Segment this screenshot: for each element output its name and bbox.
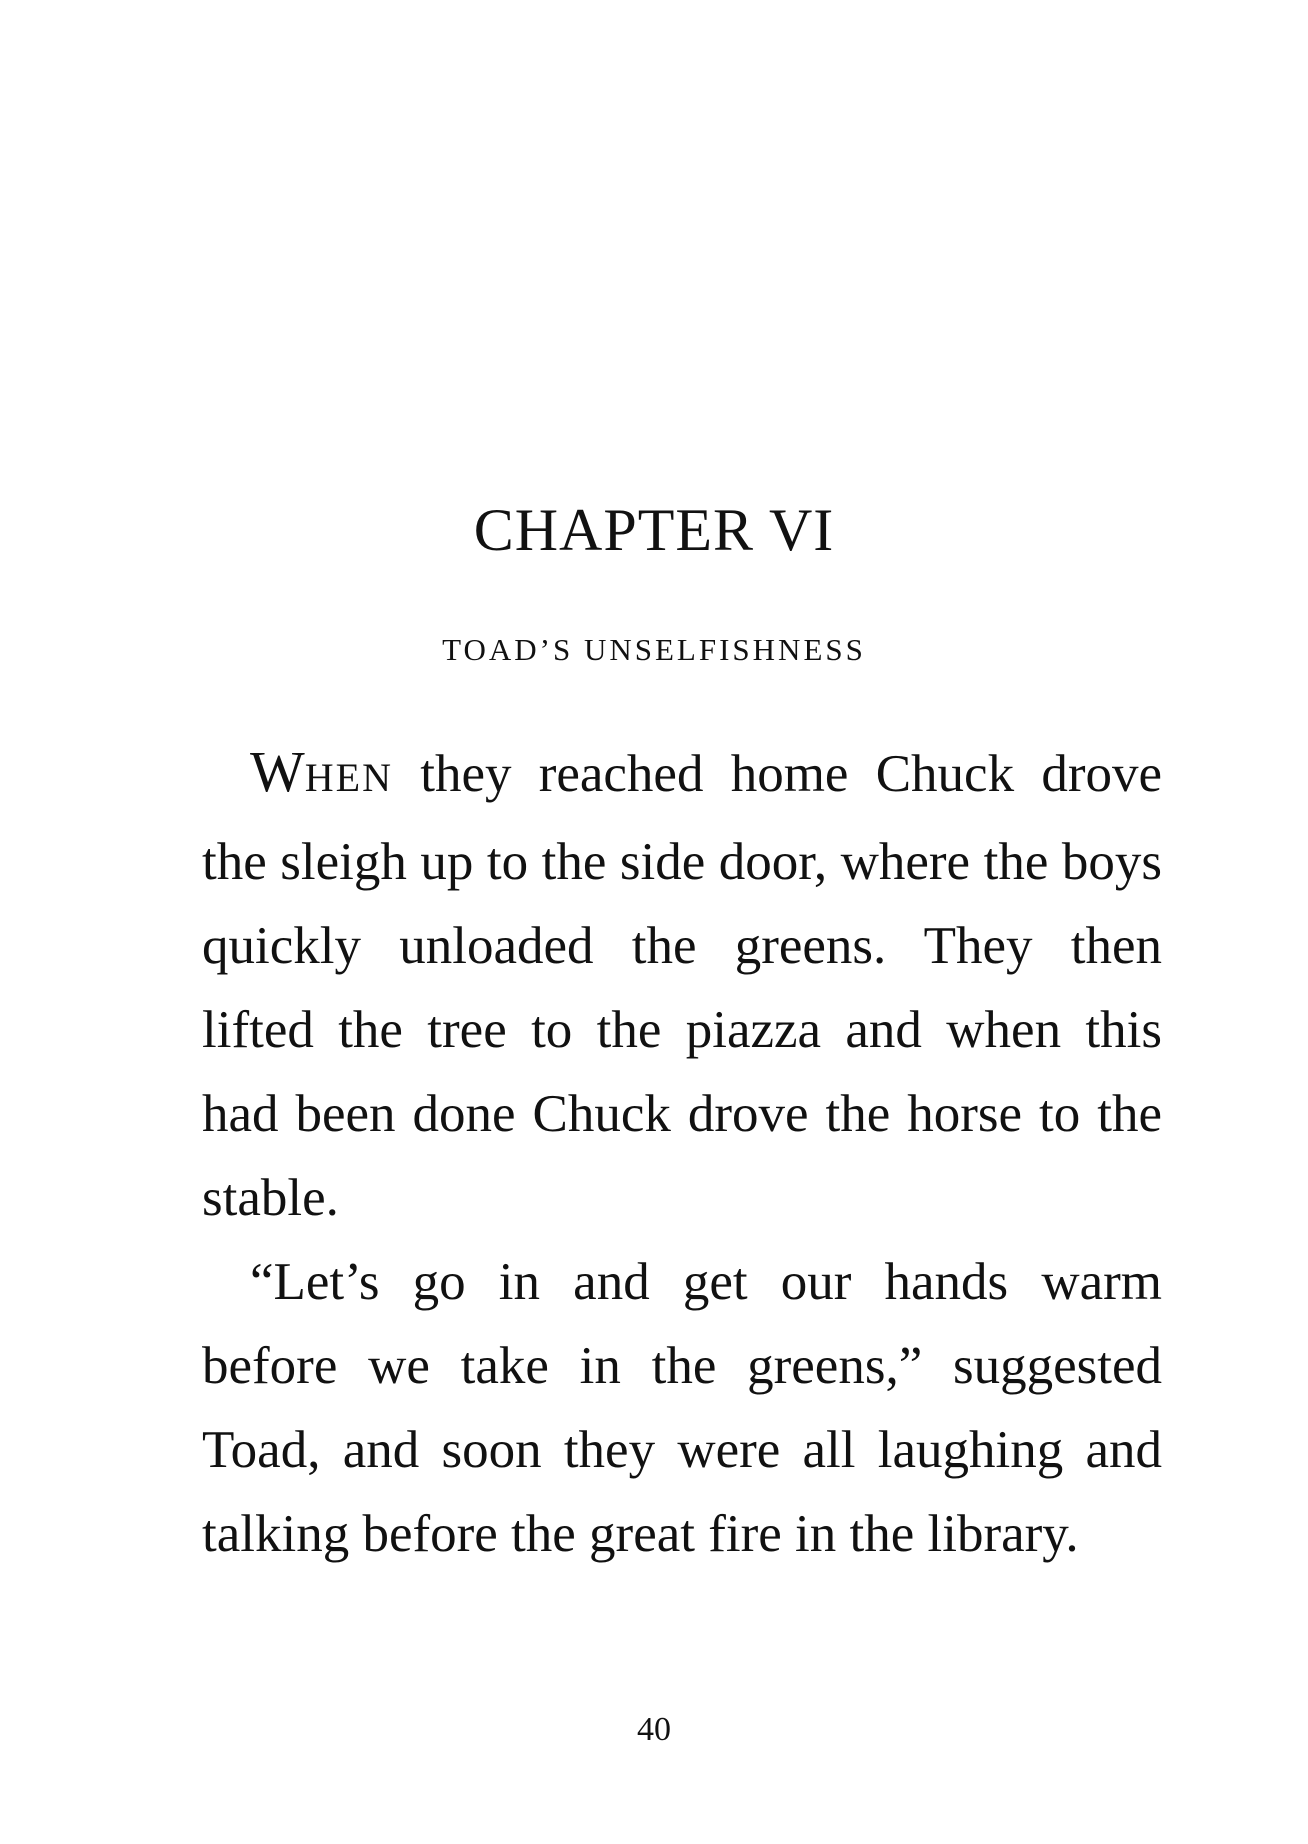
paragraph-2: “Let’s go in and get our hands warm before we take in the greens,” suggested Toad, and soon they were all laughing and talking before the great fire in the library. [202,1253,1162,1563]
lead-small-caps: HEN [304,755,393,800]
paragraph-1-text: they reached home Chuck drove the sleigh up to the side door, where the boys quickly unloaded the greens. They then lifted the tree to the piazza and when this had been done Chuck drove the horse to the stable. [202,745,1162,1227]
body-text [202,730,1162,1576]
chapter-title: CHAPTER VI [473,497,835,563]
paragraph-1 [202,730,1162,1240]
page-number: 40 [637,1711,671,1748]
lead-word [250,739,393,804]
lead-letter: W [250,739,305,804]
chapter-subtitle: TOAD’S UNSELFISHNESS [442,632,866,667]
